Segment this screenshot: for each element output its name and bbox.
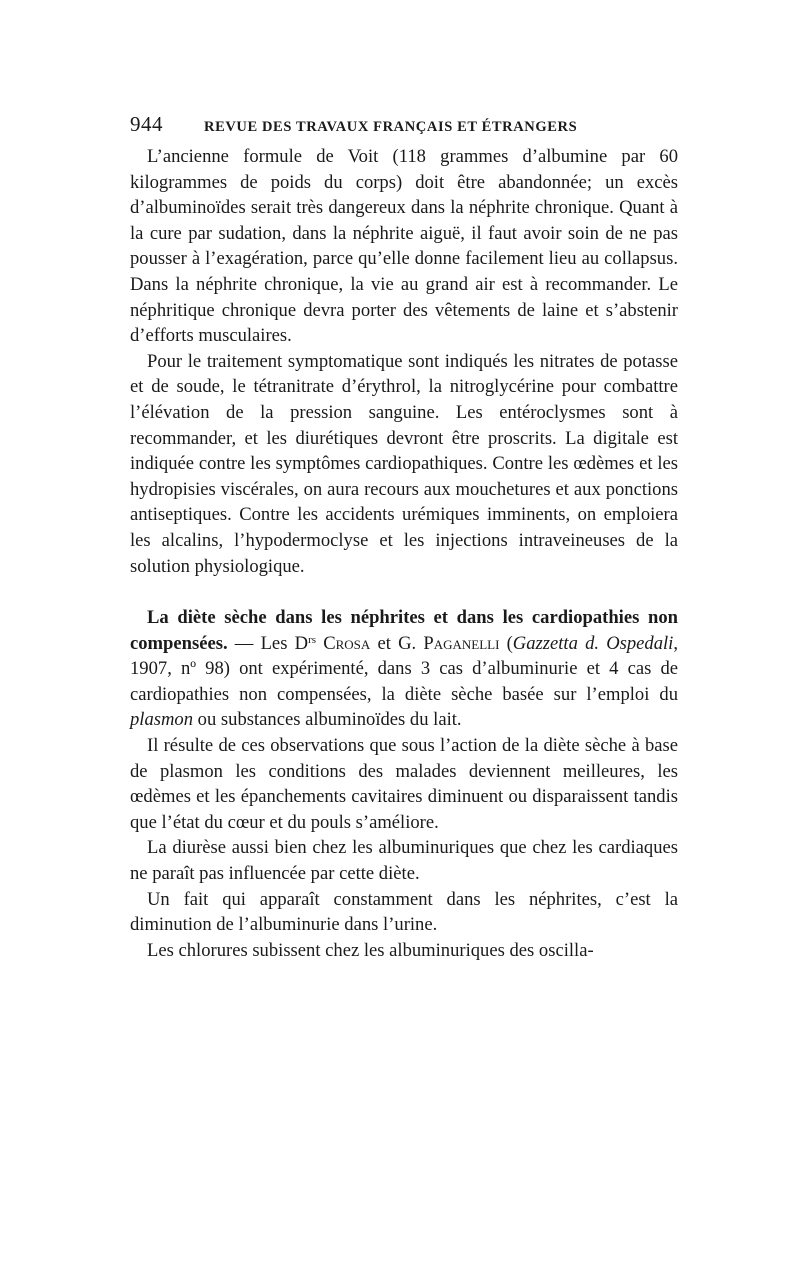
paragraph-voit-formula: L’ancienne formule de Voit (118 grammes d’albumine par 60 kilogrammes de poids du corps) doit être abandonnée; un excès d’albuminoïdes serait très dangereux dans la néphrite chronique. Quant à la cure par sudation, dans la néphrite aiguë, il faut avoir soin de ne pas pousser à l’exagération, parce qu’elle donne facilement lieu au collapsus. Dans la néphrite chronique, la vie au grand air est à recommander. Le néphritique chronique devra porter des vêtements de laine et s’abstenir d’efforts musculaires. (130, 146, 678, 347)
paragraph-albuminuria: Un fait qui apparaît constamment dans les néphrites, c’est la diminution de l’albuminurie dans l’urine. (130, 888, 678, 936)
doctors-abbrev: D (294, 632, 309, 654)
plasmon-term: plasmon (130, 709, 194, 731)
journal-title: Gazzetta d. Ospedali (512, 632, 674, 654)
section-gap (130, 579, 678, 605)
author-crosa: Crosa (323, 632, 371, 654)
author-conjunction: et G. (370, 632, 424, 654)
section-title: La diète sèche dans les néphrites et dans les cardiopathies non compensées. (130, 607, 678, 654)
paragraph-diuresis: La diurèse aussi bien chez les albuminuriques que chez les cardiaques ne paraît pas influencée par cette diète. (130, 837, 678, 885)
running-head (130, 112, 678, 142)
running-title: REVUE DES TRAVAUX FRANÇAIS ET ÉTRANGERS (204, 119, 578, 135)
page-number: 944 (130, 112, 163, 136)
citation-text: , 1907, nº 98) ont expérimenté, dans 3 cas d’albuminurie et 4 cas de cardiopathies non compensées, la diète sèche basée sur l’emploi du (130, 632, 678, 705)
author-paganelli: Paganelli (423, 632, 500, 654)
section-intro-paragraph (130, 605, 678, 733)
after-plasmon-text: ou substances albuminoïdes du lait. (193, 709, 462, 731)
page (130, 112, 678, 963)
paragraph-chlorides: Les chlorures subissent chez les albuminuriques des oscilla- (147, 939, 594, 961)
section-dash: — Les (227, 632, 295, 654)
doctors-abbrev-superscript: rs (308, 633, 317, 646)
paragraph-results: Il résulte de ces observations que sous l’action de la diète sèche à base de plasmon les conditions des malades deviennent meilleures, les œdèmes et les épanchements cavitaires diminuent ou disparaissent tandis que l’état du cœur et du pouls s’améliore. (130, 735, 678, 833)
paragraph-symptomatic-treatment: Pour le traitement symptomatique sont indiqués les nitrates de potasse et de soude, le tétranitrate d’érythrol, la nitroglycérine pour combattre l’élévation de la pression sanguine. Les entéroclysmes sont à recommander, et les diurétiques devront être proscrits. La digitale est indiquée contre les symptômes cardiopathiques. Contre les œdèmes et les hydropisies viscérales, on aura recours aux mouchetures et aux ponctions antiseptiques. Contre les accidents urémiques imminents, on emploiera les alcalins, l’hypodermoclyse et les injections intraveineuses de la solution physiologique. (130, 350, 678, 577)
open-paren: ( (499, 632, 513, 654)
